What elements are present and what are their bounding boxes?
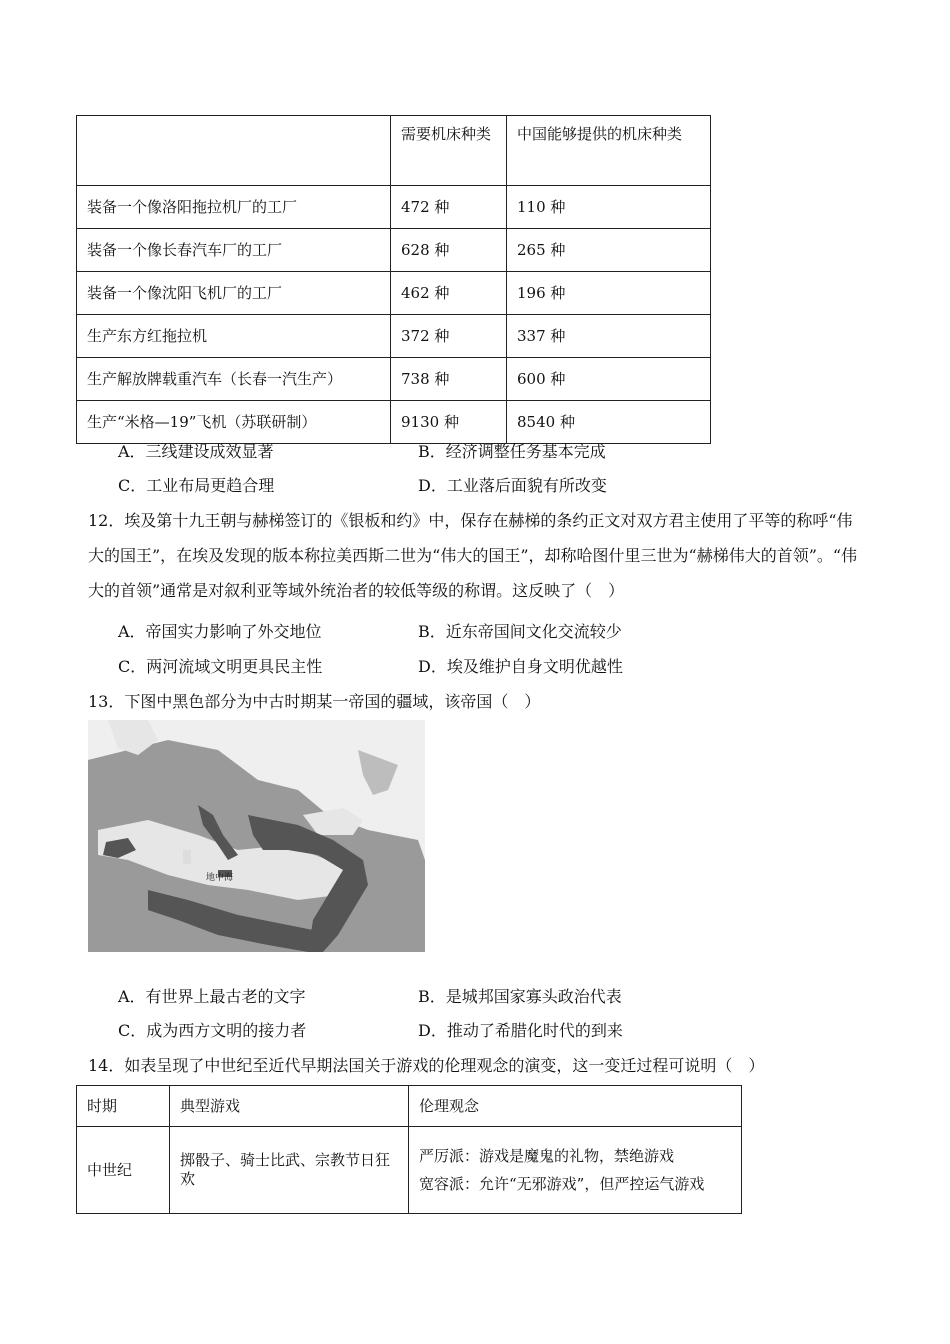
empire-map	[88, 720, 425, 952]
table-row	[77, 1127, 742, 1214]
header-cell: 典型游戏	[170, 1086, 409, 1127]
ethics-tolerant: 宽容派：允许“无邪游戏”，但严控运气游戏	[419, 1174, 705, 1193]
q13-option-c: C．成为西方文明的接力者	[118, 1021, 307, 1040]
q12-option-c: C．两河流域文明更具民主性	[118, 657, 323, 676]
table-cell: 装备一个像洛阳拖拉机厂的工厂	[77, 186, 391, 229]
table-cell: 472 种	[391, 186, 507, 229]
header-cell: 中国能够提供的机床种类	[507, 116, 711, 186]
q13-option-a: A．有世界上最古老的文字	[118, 987, 306, 1006]
table-cell: 196 种	[507, 272, 711, 315]
q12-option-d: D．埃及维护自身文明优越性	[418, 657, 623, 676]
table-header-row	[77, 116, 711, 186]
q14-stem: 14．如表呈现了中世纪至近代早期法国关于游戏的伦理观念的演变，这一变迁过程可说明（ ）	[88, 1056, 765, 1075]
game-ethics-table	[76, 1085, 742, 1214]
q13-stem: 13．下图中黑色部分为中古时期某一帝国的疆域，该帝国（ ）	[88, 692, 541, 711]
q11-option-b: B．经济调整任务基本完成	[418, 442, 606, 461]
q11-option-a: A．三线建设成效显著	[118, 442, 274, 461]
header-cell	[77, 116, 391, 186]
map-graphic	[88, 720, 425, 952]
header-cell: 需要机床种类	[391, 116, 507, 186]
table-cell: 738 种	[391, 358, 507, 401]
q11-option-c: C．工业布局更趋合理	[118, 476, 275, 495]
table-cell: 372 种	[391, 315, 507, 358]
table-cell: 装备一个像沈阳飞机厂的工厂	[77, 272, 391, 315]
table-row	[77, 401, 711, 444]
table-cell: 337 种	[507, 315, 711, 358]
table-row	[77, 186, 711, 229]
q13-option-d: D．推动了希腊化时代的到来	[418, 1021, 623, 1040]
table-cell: 生产解放牌载重汽车（长春一汽生产）	[77, 358, 391, 401]
table-row	[77, 272, 711, 315]
table-row	[77, 229, 711, 272]
table-header-row	[77, 1086, 742, 1127]
table-cell: 265 种	[507, 229, 711, 272]
table-row	[77, 315, 711, 358]
table-cell: 生产“米格—19”飞机（苏联研制）	[77, 401, 391, 444]
table-row	[77, 358, 711, 401]
games-cell: 掷骰子、骑士比武、宗教节日狂欢	[170, 1127, 409, 1214]
table-cell: 9130 种	[391, 401, 507, 444]
q12-option-b: B．近东帝国间文化交流较少	[418, 622, 622, 641]
table-cell: 生产东方红拖拉机	[77, 315, 391, 358]
header-cell: 时期	[77, 1086, 170, 1127]
machine-tool-table	[76, 115, 711, 444]
q12-option-a: A．帝国实力影响了外交地位	[118, 622, 322, 641]
q13-option-b: B．是城邦国家寡头政治代表	[418, 987, 622, 1006]
q12-stem: 12．埃及第十九王朝与赫梯签订的《银板和约》中，保存在赫梯的条约正文对双方君主使用了平等的称呼“伟大的国王”，在埃及发现的版本称拉美西斯二世为“伟大的国王”，却称哈图什里三世为“赫梯伟大的首领”。“伟大的首领”通常是对叙利亚等域外统治者的较低等级的称谓。这反映了（ ）	[88, 511, 858, 600]
table-cell: 装备一个像长春汽车厂的工厂	[77, 229, 391, 272]
ethics-strict: 严厉派：游戏是魔鬼的礼物，禁绝游戏	[419, 1146, 675, 1165]
q11-option-d: D．工业落后面貌有所改变	[418, 476, 607, 495]
header-cell: 伦理观念	[409, 1086, 742, 1127]
period-cell: 中世纪	[77, 1127, 170, 1214]
table-cell: 628 种	[391, 229, 507, 272]
table-cell: 462 种	[391, 272, 507, 315]
table-cell: 110 种	[507, 186, 711, 229]
ethics-cell	[409, 1127, 742, 1214]
table-cell: 8540 种	[507, 401, 711, 444]
table-cell: 600 种	[507, 358, 711, 401]
map-label-sea: 地中海	[206, 873, 234, 883]
